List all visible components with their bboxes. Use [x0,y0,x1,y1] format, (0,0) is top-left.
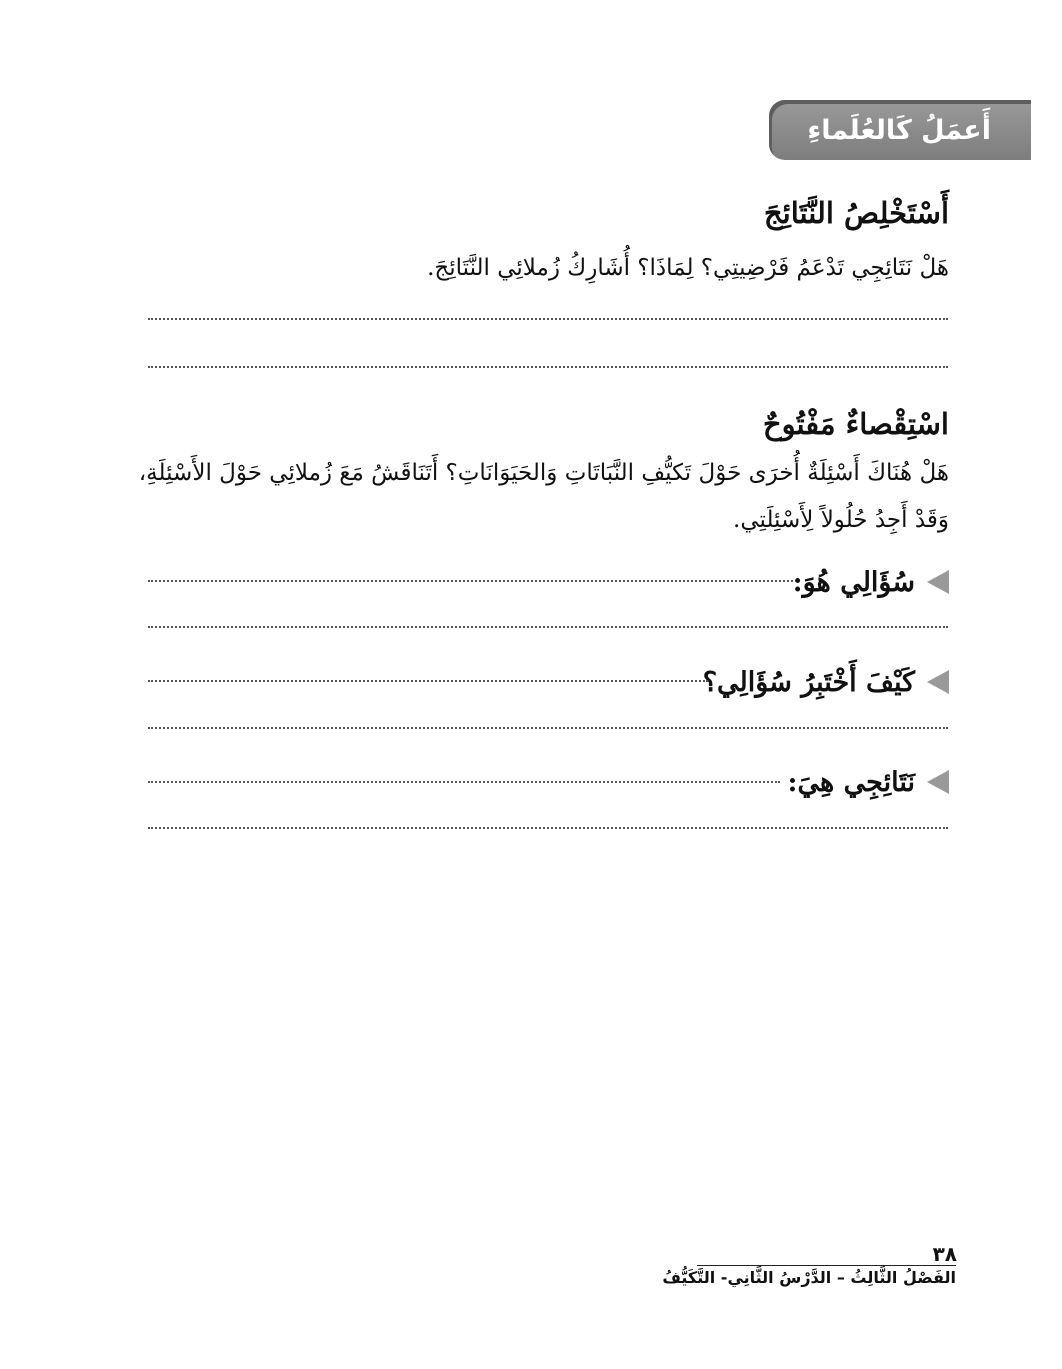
answer-line[interactable] [148,366,948,368]
footer-divider [697,1265,956,1266]
answer-line[interactable] [148,626,948,628]
prompt-label: كَيْفَ أَخْتَبِرُ سُؤَالِي؟ [702,666,915,698]
tab-title-text: أَعمَلُ كَالعُلَماءِ [807,114,991,146]
open-inquiry-text-line1: هَلْ هُنَاكَ أَسْئِلَةٌ أُخرَى حَوْلَ تَكيُّفِ النَّبَاتَاتِ وَالحَيَوَانَاتِ؟ أَتَنَاقَشُ مَعَ زُملائِي حَوْلَ الأَسْئِلَةِ، [138,460,949,486]
open-inquiry-text-line2: وَقَدْ أَجِدُ حُلُولاً لِأَسْئِلَتِي. [733,507,949,533]
footer-chapter-text: الفَصْلُ الثَّالِثُ – الدَّرْسُ الثَّانِي- التَّكَيُّفُ [662,1268,956,1287]
page-number: ٣٨ [932,1242,957,1266]
answer-line[interactable] [148,318,948,320]
prompt-label: نَتَائِجِي هِيَ: [787,766,915,798]
pointer-arrow-icon [927,670,949,694]
prompt-my-question [793,562,949,602]
prompt-label: سُؤَالِي هُوَ: [792,566,915,598]
pointer-arrow-icon [927,770,949,794]
section-tab-title [769,100,1031,160]
answer-line[interactable] [148,580,793,582]
conclusions-question: هَلْ نَتَائِجِي تَدْعَمُ فَرْضِيتِي؟ لِمَاذَا؟ أُشَارِكُ زُملائِي النَّتَائِجَ. [427,255,949,281]
pointer-arrow-icon [927,570,949,594]
conclusions-heading: أَسْتَخْلِصُ النَّتَائِجَ [763,196,949,230]
open-inquiry-heading: اسْتِقْصاءٌ مَفْتُوحٌ [762,407,949,441]
answer-line[interactable] [148,727,948,729]
prompt-my-results [788,762,949,802]
answer-line[interactable] [148,680,708,682]
answer-line[interactable] [148,827,948,829]
prompt-test-question [703,662,949,702]
answer-line[interactable] [148,781,780,783]
